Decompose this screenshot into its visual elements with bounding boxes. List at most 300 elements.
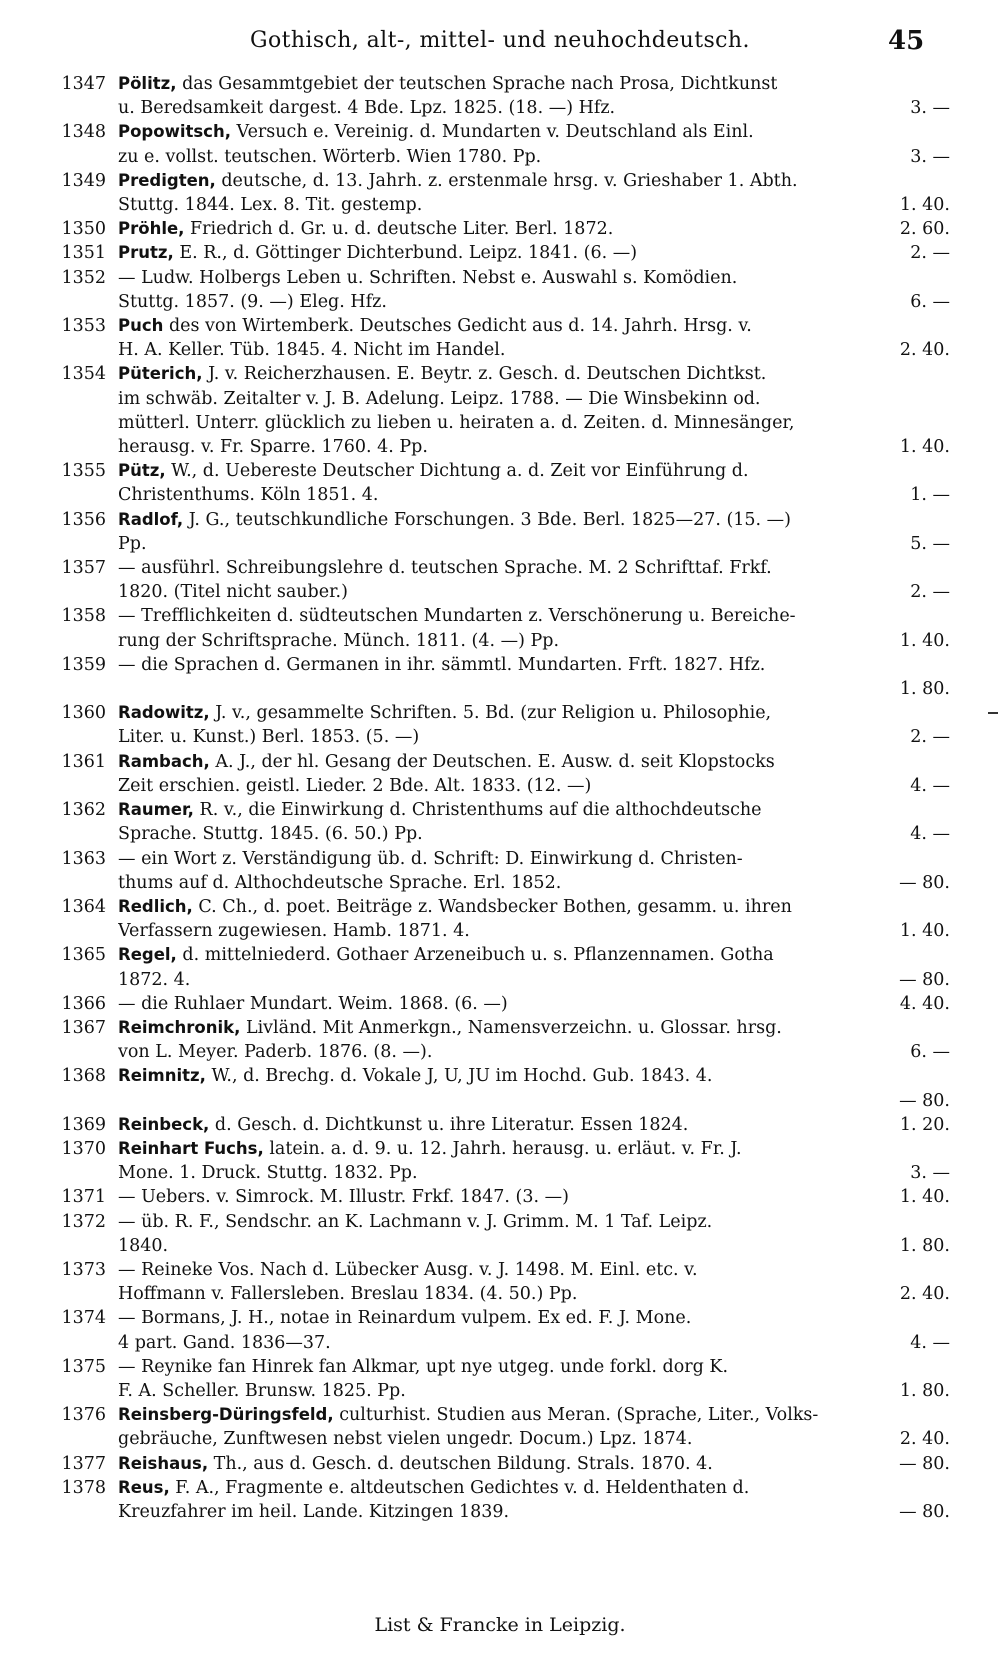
entry-text — [118, 822, 423, 846]
entry-description: mütterl. Unterr. glücklich zu lieben u. heiraten a. d. Zeiten. d. Minnesänger, — [118, 412, 795, 433]
entry-line — [118, 266, 950, 290]
entry-line — [118, 290, 950, 314]
entry-number: 1366 — [61, 993, 106, 1014]
entry-line — [118, 677, 950, 701]
entry-description: — Bormans, J. H., notae in Reinardum vulpem. Ex ed. F. J. Mone. — [118, 1308, 692, 1329]
entry-number: 1365 — [61, 945, 106, 966]
entry-body — [118, 241, 950, 265]
entry-line — [118, 919, 950, 943]
entry-number: 1373 — [61, 1259, 106, 1280]
entry-text — [118, 871, 561, 895]
entry-line — [118, 217, 950, 241]
entry-line — [118, 968, 950, 992]
entry-number: 1349 — [61, 170, 106, 191]
entry-line — [118, 701, 950, 725]
catalog-entry — [0, 362, 1000, 459]
entry-text — [118, 653, 765, 677]
entry-description: E. R., d. Göttinger Dichterbund. Leipz. 1841. (6. —) — [173, 243, 638, 264]
entry-text — [118, 847, 743, 871]
entry-text — [118, 1210, 712, 1234]
entry-number: 1351 — [61, 243, 106, 264]
entry-body — [118, 1403, 950, 1451]
entry-line — [118, 1379, 950, 1403]
entry-line — [118, 943, 950, 967]
entry-description: R. v., die Einwirkung d. Christenthums auf die althochdeutsche — [193, 800, 762, 821]
entry-text — [118, 72, 777, 96]
page-number: 45 — [888, 26, 925, 56]
entry-number: 1354 — [61, 364, 106, 385]
catalog-entry — [0, 653, 1000, 701]
entry-description: Th., aus d. Gesch. d. deutschen Bildung. Strals. 1870. 4. — [208, 1453, 713, 1474]
entry-text — [118, 750, 775, 774]
entry-body — [118, 1064, 950, 1112]
entry-author: Raumer, — [118, 800, 194, 820]
entry-description: — Ludw. Holbergs Leben u. Schriften. Nebst e. Auswahl s. Komödien. — [118, 267, 738, 288]
entry-author: Reimchronik, — [118, 1017, 241, 1037]
entry-price: 2. — — [910, 727, 950, 748]
entry-price: 1. 40. — [899, 630, 950, 651]
entry-price: 6. — — [910, 291, 950, 312]
entry-description: herausg. v. Fr. Sparre. 1760. 4. Pp. — [118, 437, 428, 458]
entry-author: Püterich, — [118, 364, 203, 384]
entry-text — [118, 1306, 691, 1330]
entry-line — [118, 72, 950, 96]
entry-description: d. mittelniederd. Gothaer Arzeneibuch u. s. Pflanzennamen. Gotha — [176, 945, 774, 966]
entry-number: 1376 — [61, 1405, 106, 1426]
page-header — [0, 22, 1000, 62]
entry-price: 2. 40. — [899, 340, 950, 361]
entry-description: Livländ. Mit Anmerkgn., Namensverzeichn. u. Glossar. hrsg. — [240, 1017, 782, 1038]
entry-description: Sprache. Stuttg. 1845. (6. 50.) Pp. — [118, 824, 423, 845]
entry-number: 1360 — [61, 703, 106, 724]
entry-description: Zeit erschien. geistl. Lieder. 2 Bde. Alt. 1833. (12. —) — [118, 775, 592, 796]
entry-description: 4 part. Gand. 1836—37. — [118, 1332, 331, 1353]
entry-text — [118, 701, 771, 725]
entry-price: 1. 40. — [899, 437, 950, 458]
entry-body — [118, 1355, 950, 1403]
entry-price: 4. — — [910, 1332, 950, 1353]
entry-text — [118, 387, 761, 411]
entry-price: 1. 80. — [899, 1235, 950, 1256]
entry-number: 1368 — [61, 1066, 106, 1087]
entry-description: 1840. — [118, 1235, 169, 1256]
entry-text — [118, 1064, 712, 1088]
catalog-entry — [0, 1210, 1000, 1258]
entry-price: 1. 80. — [899, 1380, 950, 1401]
entry-body — [118, 169, 950, 217]
entry-line — [118, 1113, 950, 1137]
catalog-entry — [0, 1306, 1000, 1354]
entry-text — [118, 1282, 577, 1306]
entry-number: 1372 — [61, 1211, 106, 1232]
entry-text — [118, 1234, 168, 1258]
entry-text — [118, 483, 378, 507]
catalog-entry — [0, 1258, 1000, 1306]
entry-author: Redlich, — [118, 896, 193, 916]
entry-description: d. Gesch. d. Dichtkunst u. ihre Literatur. Essen 1824. — [209, 1114, 689, 1135]
entry-description: zu e. vollst. teutschen. Wörterb. Wien 1780. Pp. — [118, 146, 542, 167]
entry-text — [118, 1113, 688, 1137]
entry-text — [118, 1040, 432, 1064]
entry-description: J. v. Reicherzhausen. E. Beytr. z. Gesch. d. Deutschen Dichtkst. — [202, 364, 767, 385]
entry-line — [118, 604, 950, 628]
entry-description: — Trefflichkeiten d. südteutschen Mundarten z. Verschönerung u. Bereiche- — [118, 606, 796, 627]
catalog-entry — [0, 556, 1000, 604]
entry-description: — ausführl. Schreibungslehre d. teutschen Sprache. M. 2 Schrifttaf. Frkf. — [118, 558, 772, 579]
entry-line — [118, 580, 950, 604]
entry-body — [118, 701, 950, 749]
entry-text — [118, 1016, 782, 1040]
entry-body — [118, 556, 950, 604]
entry-description: — Uebers. v. Simrock. M. Illustr. Frkf. 1847. (3. —) — [118, 1187, 569, 1208]
entry-number: 1350 — [61, 219, 106, 240]
entry-description: Christenthums. Köln 1851. 4. — [118, 485, 379, 506]
entry-number: 1364 — [61, 896, 106, 917]
entry-text — [118, 169, 798, 193]
entry-description: — Reineke Vos. Nach d. Lübecker Ausg. v. J. 1498. M. Einl. etc. v. — [118, 1259, 698, 1280]
entry-line — [118, 725, 950, 749]
page-title: Gothisch, alt-, mittel- und neuhochdeutsch. — [250, 28, 750, 53]
entry-line — [118, 145, 950, 169]
entry-price: 1. 20. — [899, 1114, 950, 1135]
entry-author: Puch — [118, 316, 164, 336]
entry-description: deutsche, d. 13. Jahrh. z. erstenmale hrsg. v. Grieshaber 1. Abth. — [215, 170, 798, 191]
entry-text — [118, 508, 791, 532]
entry-text — [118, 1331, 331, 1355]
margin-dash-mark — [988, 712, 998, 714]
entry-price: 4. 40. — [899, 993, 950, 1014]
entry-body — [118, 750, 950, 798]
entry-text — [118, 798, 762, 822]
entry-text — [118, 629, 559, 653]
entry-line — [118, 338, 950, 362]
entry-number: 1378 — [61, 1477, 106, 1498]
entry-text — [118, 774, 591, 798]
entry-text — [118, 1427, 692, 1451]
entry-line — [118, 483, 950, 507]
entry-line — [118, 435, 950, 459]
entry-price: 5. — — [910, 533, 950, 554]
entry-body — [118, 1476, 950, 1524]
entry-body — [118, 895, 950, 943]
catalog-entry — [0, 1016, 1000, 1064]
catalog-entry — [0, 1064, 1000, 1112]
catalog-entry — [0, 1185, 1000, 1209]
entry-description: J. v., gesammelte Schriften. 5. Bd. (zur Religion u. Philosophie, — [209, 703, 772, 724]
entry-number: 1377 — [61, 1453, 106, 1474]
entry-line — [118, 798, 950, 822]
entry-line — [118, 1476, 950, 1500]
entry-text — [118, 968, 190, 992]
entry-body — [118, 1185, 950, 1209]
entry-author: Radlof, — [118, 509, 184, 529]
entry-author: Prutz, — [118, 243, 174, 263]
entry-author: Reinhart Fuchs, — [118, 1138, 264, 1158]
entry-line — [118, 1500, 950, 1524]
entry-price: 3. — — [910, 98, 950, 119]
entry-price: 1. 40. — [899, 921, 950, 942]
entry-line — [118, 1137, 950, 1161]
entry-line — [118, 1161, 950, 1185]
entry-text — [118, 532, 147, 556]
entry-body — [118, 1210, 950, 1258]
catalog-entry — [0, 1476, 1000, 1524]
entry-body — [118, 72, 950, 120]
entry-line — [118, 774, 950, 798]
entry-description: W., d. Brechg. d. Vokale J, U, JU im Hochd. Gub. 1843. 4. — [205, 1066, 713, 1087]
entry-price: 4. — — [910, 775, 950, 796]
entry-number: 1371 — [61, 1187, 106, 1208]
entry-description: Verfassern zugewiesen. Hamb. 1871. 4. — [118, 921, 470, 942]
entry-description: F. A. Scheller. Brunsw. 1825. Pp. — [118, 1380, 406, 1401]
entry-line — [118, 193, 950, 217]
entry-description: Liter. u. Kunst.) Berl. 1853. (5. —) — [118, 727, 420, 748]
entry-text — [118, 556, 772, 580]
entry-text — [118, 241, 637, 265]
catalog-entry — [0, 847, 1000, 895]
entry-line — [118, 1234, 950, 1258]
entry-text — [118, 120, 754, 144]
entry-description: thums auf d. Althochdeutsche Sprache. Erl. 1852. — [118, 872, 562, 893]
entry-text — [118, 411, 794, 435]
entry-number: 1348 — [61, 122, 106, 143]
entry-body — [118, 362, 950, 459]
entry-line — [118, 1355, 950, 1379]
entry-line — [118, 750, 950, 774]
entry-body — [118, 604, 950, 652]
entry-number: 1370 — [61, 1138, 106, 1159]
entry-text — [118, 459, 749, 483]
catalog-entry — [0, 1452, 1000, 1476]
entry-price: 1. — — [910, 485, 950, 506]
entry-number: 1361 — [61, 751, 106, 772]
entry-description: im schwäb. Zeitalter v. J. B. Adelung. Leipz. 1788. — Die Winsbekinn od. — [118, 388, 761, 409]
entry-line — [118, 1258, 950, 1282]
entry-body — [118, 653, 950, 701]
entry-price: — 80. — [899, 1090, 950, 1111]
entry-description: — die Sprachen d. Germanen in ihr. sämmtl. Mundarten. Frft. 1827. Hfz. — [118, 654, 766, 675]
entry-line — [118, 387, 950, 411]
entry-text — [118, 266, 737, 290]
catalog-entry — [0, 1403, 1000, 1451]
entry-line — [118, 411, 950, 435]
entry-line — [118, 1089, 950, 1113]
catalog-entry — [0, 314, 1000, 362]
catalog-entry-list — [0, 72, 1000, 1524]
entry-line — [118, 822, 950, 846]
entry-number: 1367 — [61, 1017, 106, 1038]
entry-number: 1356 — [61, 509, 106, 530]
entry-description: W., d. Uebereste Deutscher Dichtung a. d. Zeit vor Einführung d. — [165, 461, 749, 482]
catalog-entry — [0, 701, 1000, 749]
entry-author: Reinbeck, — [118, 1114, 210, 1134]
entry-text — [118, 96, 615, 120]
catalog-entry — [0, 992, 1000, 1016]
entry-author: Pütz, — [118, 461, 166, 481]
entry-description: culturhist. Studien aus Meran. (Sprache, Liter., Volks- — [333, 1405, 819, 1426]
entry-number: 1369 — [61, 1114, 106, 1135]
entry-line — [118, 1282, 950, 1306]
entry-number: 1375 — [61, 1356, 106, 1377]
entry-line — [118, 1306, 950, 1330]
entry-price: 2. 40. — [899, 1429, 950, 1450]
entry-text — [118, 314, 752, 338]
entry-line — [118, 1403, 950, 1427]
entry-body — [118, 798, 950, 846]
entry-description: H. A. Keller. Tüb. 1845. 4. Nicht im Handel. — [118, 340, 506, 361]
entry-line — [118, 1427, 950, 1451]
entry-body — [118, 1137, 950, 1185]
entry-author: Pölitz, — [118, 74, 177, 93]
entry-description: u. Beredsamkeit dargest. 4 Bde. Lpz. 1825. (18. —) Hfz. — [118, 98, 616, 119]
entry-number: 1374 — [61, 1308, 106, 1329]
entry-text — [118, 1185, 569, 1209]
entry-author: Regel, — [118, 945, 177, 965]
entry-price: 4. — — [910, 824, 950, 845]
entry-line — [118, 1064, 950, 1088]
entry-text — [118, 1137, 742, 1161]
entry-price: 1. 40. — [899, 195, 950, 216]
entry-text — [118, 362, 766, 386]
entry-description: 1820. (Titel nicht sauber.) — [118, 582, 348, 603]
entry-description: latein. a. d. 9. u. 12. Jahrh. herausg. u. erläut. v. Fr. J. — [263, 1138, 742, 1159]
entry-description: C. Ch., d. poet. Beiträge z. Wandsbecker Bothen, gesamm. u. ihren — [192, 896, 792, 917]
entry-body — [118, 314, 950, 362]
entry-body — [118, 459, 950, 507]
entry-author: Rambach, — [118, 751, 210, 771]
entry-text — [118, 1403, 818, 1427]
entry-description: von L. Meyer. Paderb. 1876. (8. —). — [118, 1042, 433, 1063]
publisher-footer: List & Francke in Leipzig. — [374, 1614, 626, 1636]
entry-description: 1872. 4. — [118, 969, 191, 990]
entry-description: das Gesammtgebiet der teutschen Sprache nach Prosa, Dichtkunst — [176, 74, 778, 94]
entry-line — [118, 847, 950, 871]
entry-price: 3. — — [910, 146, 950, 167]
entry-number: 1357 — [61, 558, 106, 579]
entry-line — [118, 1331, 950, 1355]
catalog-entry — [0, 72, 1000, 120]
entry-text — [118, 1500, 509, 1524]
entry-line — [118, 895, 950, 919]
entry-description: Mone. 1. Druck. Stuttg. 1832. Pp. — [118, 1163, 418, 1184]
entry-line — [118, 653, 950, 677]
entry-text — [118, 1379, 406, 1403]
entry-text — [118, 217, 613, 241]
entry-text — [118, 1355, 728, 1379]
catalog-entry — [0, 1137, 1000, 1185]
entry-text — [118, 725, 419, 749]
entry-line — [118, 459, 950, 483]
entry-text — [118, 290, 387, 314]
entry-description: Hoffmann v. Fallersleben. Breslau 1834. (4. 50.) Pp. — [118, 1284, 578, 1305]
entry-description: Pp. — [118, 533, 147, 554]
entry-body — [118, 943, 950, 991]
entry-body — [118, 266, 950, 314]
entry-author: Radowitz, — [118, 703, 210, 723]
entry-description: J. G., teutschkundliche Forschungen. 3 Bde. Berl. 1825—27. (15. —) — [183, 509, 792, 530]
entry-number: 1353 — [61, 316, 106, 337]
entry-author: Predigten, — [118, 170, 216, 190]
entry-text — [118, 919, 470, 943]
entry-line — [118, 1452, 950, 1476]
entry-description: gebräuche, Zunftwesen nebst vielen ungedr. Docum.) Lpz. 1874. — [118, 1429, 693, 1450]
entry-line — [118, 120, 950, 144]
entry-price: 2. — — [910, 582, 950, 603]
entry-author: Reinsberg-Düringsfeld, — [118, 1405, 334, 1425]
entry-line — [118, 241, 950, 265]
entry-line — [118, 1016, 950, 1040]
entry-price: 2. — — [910, 243, 950, 264]
catalog-entry — [0, 266, 1000, 314]
entry-body — [118, 1113, 950, 1137]
entry-body — [118, 217, 950, 241]
entry-body — [118, 847, 950, 895]
entry-body — [118, 508, 950, 556]
entry-description: Versuch e. Vereinig. d. Mundarten v. Deutschland als Einl. — [230, 122, 754, 143]
catalog-entry — [0, 459, 1000, 507]
catalog-entry — [0, 943, 1000, 991]
entry-text — [118, 1452, 713, 1476]
entry-text — [118, 338, 505, 362]
entry-price: — 80. — [899, 1501, 950, 1522]
catalog-entry — [0, 1355, 1000, 1403]
entry-body — [118, 120, 950, 168]
entry-price: 6. — — [910, 1042, 950, 1063]
entry-description: — ein Wort z. Verständigung üb. d. Schrift: D. Einwirkung d. Christen- — [118, 848, 743, 869]
entry-text — [118, 604, 796, 628]
catalog-entry — [0, 241, 1000, 265]
entry-price: — 80. — [899, 872, 950, 893]
entry-author: Popowitsch, — [118, 122, 231, 142]
entry-price: — 80. — [899, 969, 950, 990]
entry-line — [118, 992, 950, 1016]
entry-number: 1363 — [61, 848, 106, 869]
catalog-entry — [0, 169, 1000, 217]
entry-description: des von Wirtemberk. Deutsches Gedicht aus d. 14. Jahrh. Hrsg. v. — [163, 316, 752, 337]
entry-text — [118, 1258, 698, 1282]
entry-description: — die Ruhlaer Mundart. Weim. 1868. (6. —) — [118, 993, 508, 1014]
entry-line — [118, 871, 950, 895]
entry-line — [118, 169, 950, 193]
catalog-entry — [0, 120, 1000, 168]
entry-text — [118, 895, 792, 919]
catalog-entry — [0, 750, 1000, 798]
entry-author: Pröhle, — [118, 219, 185, 239]
entry-price: 1. 40. — [899, 1187, 950, 1208]
catalog-entry — [0, 217, 1000, 241]
catalog-entry — [0, 604, 1000, 652]
entry-description: F. A., Fragmente e. altdeutschen Gedichtes v. d. Heldenthaten d. — [169, 1477, 750, 1498]
entry-number: 1359 — [61, 654, 106, 675]
entry-author: Reishaus, — [118, 1453, 209, 1473]
entry-description: — Reynike fan Hinrek fan Alkmar, upt nye utgeg. unde forkl. dorg K. — [118, 1356, 729, 1377]
entry-line — [118, 362, 950, 386]
entry-author: Reus, — [118, 1477, 170, 1497]
entry-number: 1355 — [61, 461, 106, 482]
entry-text — [118, 992, 508, 1016]
entry-text — [118, 193, 422, 217]
entry-line — [118, 1040, 950, 1064]
entry-line — [118, 1210, 950, 1234]
entry-line — [118, 1185, 950, 1209]
entry-price: 2. 60. — [899, 219, 950, 240]
entry-text — [118, 580, 348, 604]
entry-text — [118, 145, 541, 169]
entry-description: Stuttg. 1857. (9. —) Eleg. Hfz. — [118, 291, 387, 312]
entry-body — [118, 1306, 950, 1354]
entry-line — [118, 96, 950, 120]
entry-body — [118, 1016, 950, 1064]
